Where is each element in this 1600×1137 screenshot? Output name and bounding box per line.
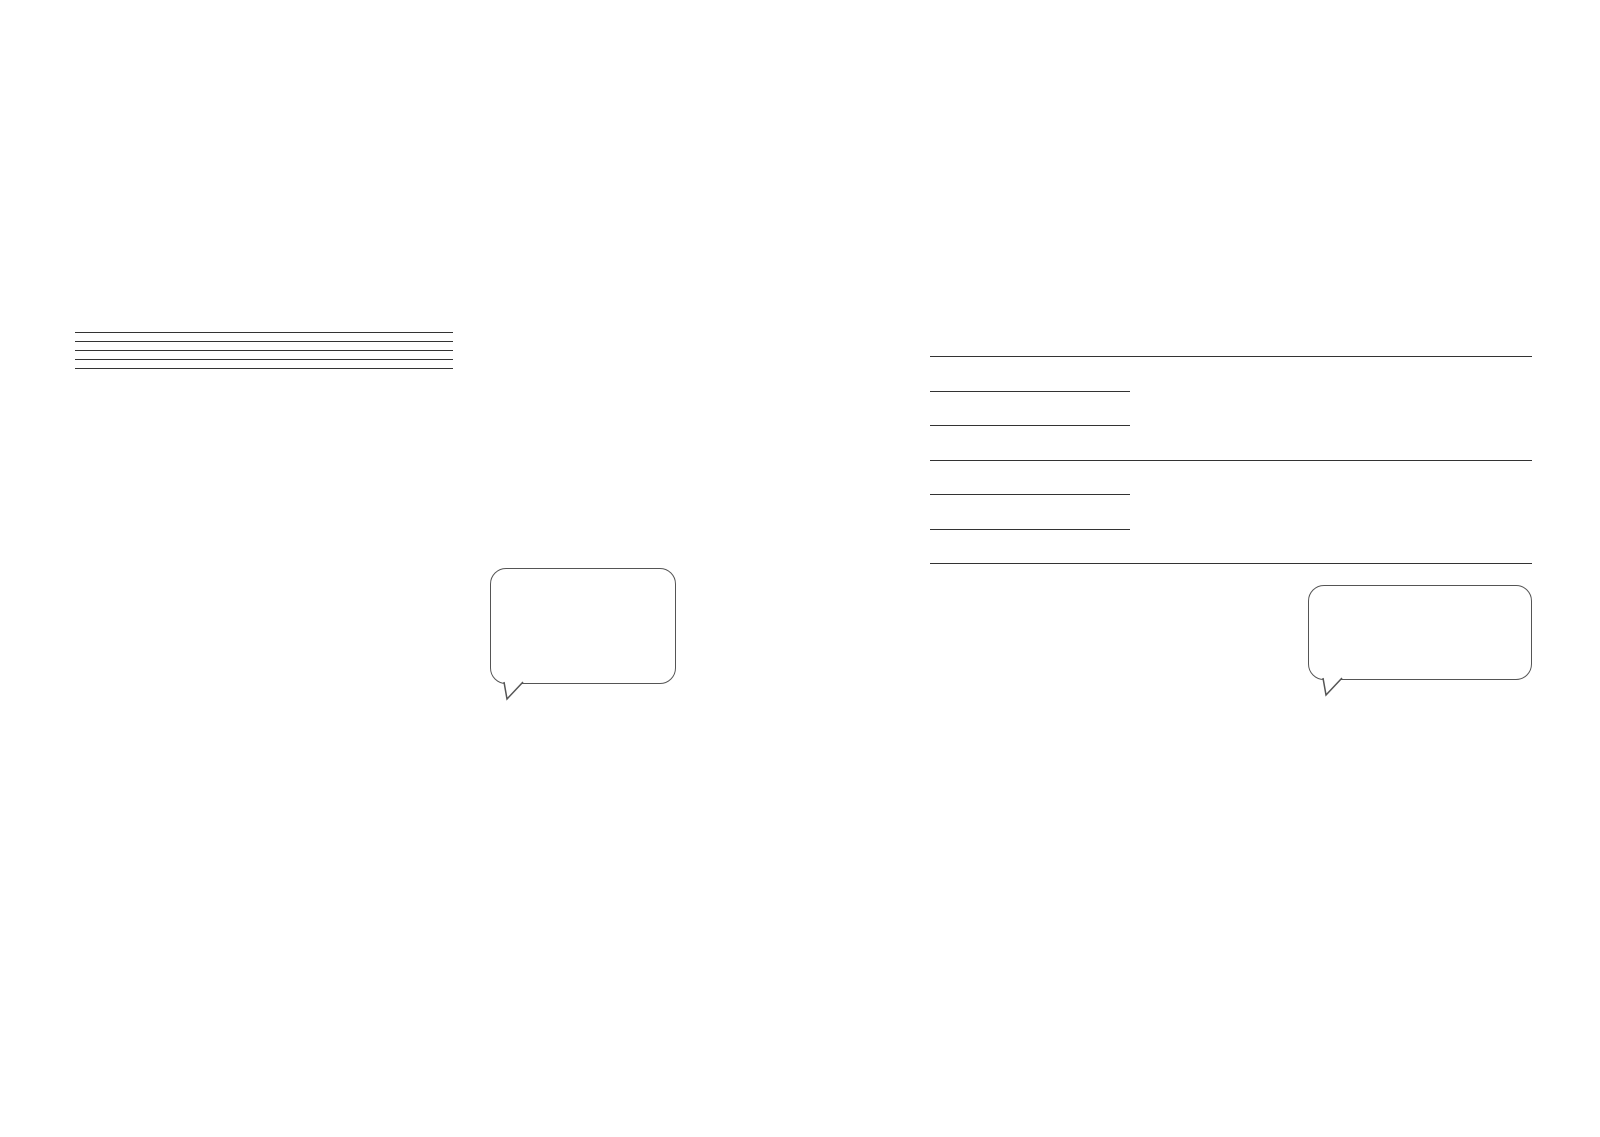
row-rule: [930, 425, 1130, 426]
bubble-tail-icon: [1322, 677, 1348, 697]
modal-question-line: [75, 876, 95, 898]
modal-example: [75, 958, 95, 984]
plural-cell: [333, 342, 453, 351]
row-rule: [930, 391, 1130, 392]
row-label: [75, 351, 185, 360]
table-rule: [930, 460, 1532, 461]
table-header-plural: [333, 304, 453, 333]
bubble-tail-icon: [503, 681, 529, 701]
modal-example: [75, 876, 95, 902]
table-row: [75, 360, 453, 369]
singular-cell: [185, 351, 333, 360]
table-rule: [930, 356, 1532, 357]
row-label: [75, 333, 185, 342]
pronoun-table: [75, 304, 453, 369]
plural-cell: [333, 360, 453, 369]
singular-cell: [185, 333, 333, 342]
singular-cell: [185, 360, 333, 369]
table-row: [75, 333, 453, 342]
row-label: [75, 342, 185, 351]
table-row: [75, 342, 453, 351]
table-row: [75, 351, 453, 360]
table-header-singular: [185, 304, 333, 333]
modal-question-line: [75, 958, 95, 980]
singular-cell: [185, 342, 333, 351]
table-header-row: [75, 304, 453, 333]
table-rule: [930, 563, 1532, 564]
speech-bubble: [1308, 585, 1532, 680]
row-rule: [930, 494, 1130, 495]
speech-bubble: [490, 568, 676, 684]
row-label: [75, 360, 185, 369]
plural-cell: [333, 333, 453, 342]
row-rule: [930, 529, 1130, 530]
plural-cell: [333, 351, 453, 360]
table-header: [75, 304, 185, 333]
